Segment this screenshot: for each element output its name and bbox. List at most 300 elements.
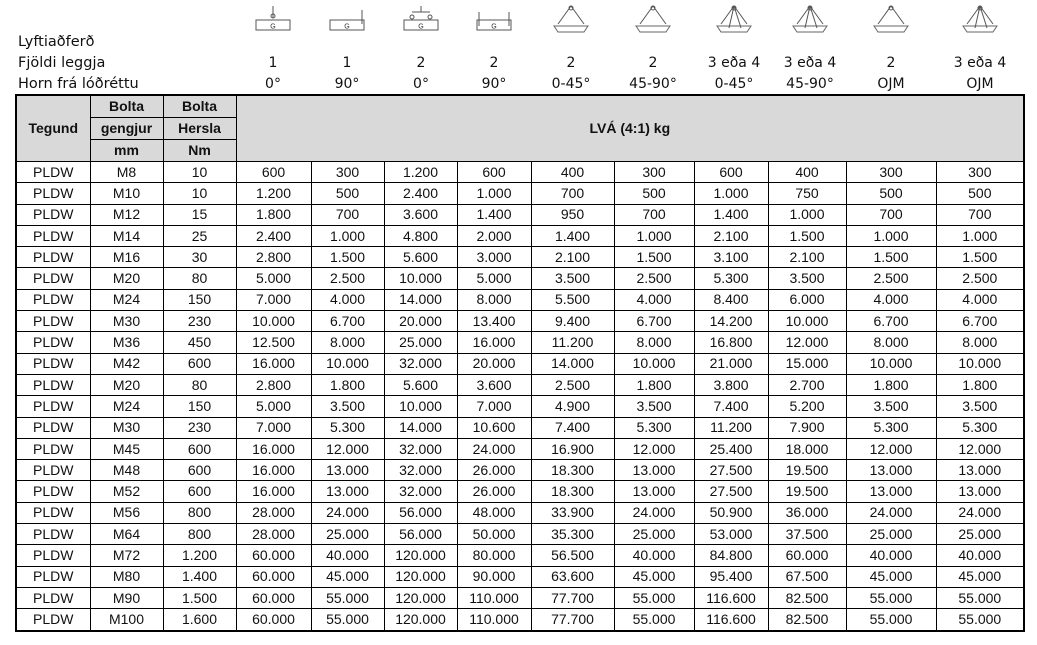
table-cell: 1.500 <box>846 247 936 268</box>
table-cell: 120.000 <box>384 566 457 587</box>
table-cell: M56 <box>90 502 163 523</box>
header-type: Tegund <box>16 95 90 162</box>
table-cell: 3.600 <box>457 374 531 395</box>
table-cell: 37.500 <box>768 524 846 545</box>
table-cell: 26.000 <box>457 460 531 481</box>
table-cell: 40.000 <box>311 545 384 566</box>
table-cell: 1.800 <box>614 374 694 395</box>
table-cell: 600 <box>457 162 531 183</box>
table-cell: 7.400 <box>531 417 614 438</box>
header-torque-3: Nm <box>163 140 236 162</box>
table-cell: 10.000 <box>614 353 694 374</box>
table-cell: 16.000 <box>236 353 311 374</box>
table-cell: 5.300 <box>846 417 936 438</box>
table-cell: 300 <box>614 162 694 183</box>
table-cell: 1.000 <box>614 225 694 246</box>
table-cell: 10.000 <box>236 311 311 332</box>
table-cell: 14.000 <box>531 353 614 374</box>
angle-value: 90° <box>481 76 507 92</box>
table-cell: 1.400 <box>694 204 768 225</box>
table-cell: 10.600 <box>457 417 531 438</box>
table-cell: 80.000 <box>457 545 531 566</box>
table-cell: 110.000 <box>457 587 531 608</box>
table-cell: M90 <box>90 587 163 608</box>
svg-text:G: G <box>270 23 276 31</box>
table-cell: 45.000 <box>311 566 384 587</box>
table-cell: 5.000 <box>236 396 311 417</box>
table-row <box>16 587 1024 608</box>
table-cell: 4.800 <box>384 225 457 246</box>
table-cell: 48.000 <box>457 502 531 523</box>
table-cell: PLDW <box>16 524 90 545</box>
table-cell: 11.200 <box>531 332 614 353</box>
table-cell: 1.000 <box>768 204 846 225</box>
table-cell: 1.500 <box>768 225 846 246</box>
table-cell: 6.700 <box>936 311 1024 332</box>
table-cell: 25.000 <box>936 524 1024 545</box>
table-cell: 5.300 <box>694 268 768 289</box>
table-cell: 28.000 <box>236 524 311 545</box>
table-cell: PLDW <box>16 566 90 587</box>
table-cell: 8.000 <box>457 289 531 310</box>
table-cell: M24 <box>90 289 163 310</box>
table-cell: 400 <box>531 162 614 183</box>
table-cell: PLDW <box>16 460 90 481</box>
table-cell: 13.000 <box>846 460 936 481</box>
table-cell: 10.000 <box>768 311 846 332</box>
table-cell: 16.000 <box>236 481 311 502</box>
table-cell: M16 <box>90 247 163 268</box>
table-cell: 120.000 <box>384 545 457 566</box>
legs-value: 3 eða 4 <box>783 55 837 71</box>
legs-value: 2 <box>648 55 658 71</box>
table-cell: 4.000 <box>846 289 936 310</box>
table-cell: 35.300 <box>531 524 614 545</box>
table-cell: 150 <box>163 396 236 417</box>
table-row <box>16 353 1024 374</box>
table-cell: 450 <box>163 332 236 353</box>
table-cell: 24.000 <box>614 502 694 523</box>
table-cell: 500 <box>311 183 384 204</box>
table-cell: 7.400 <box>694 396 768 417</box>
table-cell: 40.000 <box>846 545 936 566</box>
table-cell: 700 <box>531 183 614 204</box>
table-cell: 600 <box>236 162 311 183</box>
table-row <box>16 162 1024 183</box>
angle-label: Horn frá lóðréttu <box>18 76 139 92</box>
table-cell: 4.000 <box>936 289 1024 310</box>
table-cell: 1.800 <box>236 204 311 225</box>
table-row <box>16 481 1024 502</box>
table-cell: PLDW <box>16 268 90 289</box>
method-label: Lyftiaðferð <box>18 34 95 50</box>
table-cell: 82.500 <box>768 587 846 608</box>
table-cell: 50.900 <box>694 502 768 523</box>
table-cell: 1.500 <box>311 247 384 268</box>
table-cell: 2.500 <box>846 268 936 289</box>
table-cell: 1.600 <box>163 609 236 631</box>
table-cell: 14.000 <box>384 417 457 438</box>
table-cell: 1.400 <box>531 225 614 246</box>
table-cell: 27.500 <box>694 460 768 481</box>
table-cell: M30 <box>90 311 163 332</box>
table-cell: M80 <box>90 566 163 587</box>
legs-value: 2 <box>489 55 499 71</box>
table-cell: 20.000 <box>457 353 531 374</box>
table-cell: 3.800 <box>694 374 768 395</box>
table-cell: 1.200 <box>236 183 311 204</box>
table-cell: 67.500 <box>768 566 846 587</box>
table-cell: 13.000 <box>936 481 1024 502</box>
two-leg-sling-90-icon <box>630 4 676 39</box>
table-cell: 55.000 <box>936 587 1024 608</box>
angle-value: 0-45° <box>714 76 754 92</box>
table-cell: 12.000 <box>768 332 846 353</box>
table-cell: 1.400 <box>457 204 531 225</box>
legs-value: 3 eða 4 <box>707 55 761 71</box>
table-row <box>16 460 1024 481</box>
table-cell: M48 <box>90 460 163 481</box>
table-cell: 60.000 <box>236 609 311 631</box>
table-row <box>16 524 1024 545</box>
table-cell: 2.100 <box>694 225 768 246</box>
table-cell: PLDW <box>16 481 90 502</box>
table-cell: 10.000 <box>384 268 457 289</box>
table-cell: 60.000 <box>768 545 846 566</box>
table-cell: 12.000 <box>936 438 1024 459</box>
table-cell: 7.000 <box>457 396 531 417</box>
legs-value: 2 <box>566 55 576 71</box>
table-cell: 28.000 <box>236 502 311 523</box>
table-cell: 5.600 <box>384 374 457 395</box>
table-cell: 2.100 <box>768 247 846 268</box>
table-cell: 116.600 <box>694 609 768 631</box>
legs-value: 1 <box>268 55 278 71</box>
table-cell: 77.700 <box>531 609 614 631</box>
table-cell: 1.500 <box>936 247 1024 268</box>
table-cell: 19.500 <box>768 460 846 481</box>
table-row <box>16 609 1024 631</box>
table-row <box>16 417 1024 438</box>
table-cell: 18.300 <box>531 460 614 481</box>
table-cell: 1.000 <box>311 225 384 246</box>
table-cell: 32.000 <box>384 353 457 374</box>
table-cell: 60.000 <box>236 566 311 587</box>
table-cell: M20 <box>90 268 163 289</box>
table-cell: 7.000 <box>236 289 311 310</box>
four-leg-ojm-icon <box>957 4 1003 39</box>
table-cell: 6.700 <box>846 311 936 332</box>
table-cell: PLDW <box>16 289 90 310</box>
table-cell: 2.800 <box>236 247 311 268</box>
table-cell: 55.000 <box>846 587 936 608</box>
table-cell: 40.000 <box>614 545 694 566</box>
table-cell: 2.000 <box>457 225 531 246</box>
table-cell: PLDW <box>16 204 90 225</box>
table-cell: 16.900 <box>531 438 614 459</box>
table-cell: 1.200 <box>163 545 236 566</box>
table-cell: 2.800 <box>236 374 311 395</box>
table-row <box>16 268 1024 289</box>
svg-text:G: G <box>344 23 350 31</box>
four-leg-sling-90-icon <box>787 4 833 39</box>
table-cell: 14.000 <box>384 289 457 310</box>
table-cell: 53.000 <box>694 524 768 545</box>
angle-value: 90° <box>334 76 360 92</box>
table-cell: 2.400 <box>236 225 311 246</box>
table-cell: M45 <box>90 438 163 459</box>
table-cell: 77.700 <box>531 587 614 608</box>
table-cell: 16.000 <box>236 460 311 481</box>
table-cell: 600 <box>163 481 236 502</box>
table-cell: 45.000 <box>846 566 936 587</box>
table-cell: 56.000 <box>384 524 457 545</box>
table-cell: 5.000 <box>457 268 531 289</box>
table-cell: 1.400 <box>163 566 236 587</box>
table-cell: 16.000 <box>457 332 531 353</box>
two-leg-ojm-icon <box>868 4 914 39</box>
legs-label: Fjöldi leggja <box>18 55 106 71</box>
table-cell: 25.000 <box>311 524 384 545</box>
table-row <box>16 396 1024 417</box>
table-cell: 3.500 <box>936 396 1024 417</box>
table-cell: 300 <box>846 162 936 183</box>
table-cell: 400 <box>768 162 846 183</box>
table-cell: 1.500 <box>614 247 694 268</box>
legs-value: 3 eða 4 <box>953 55 1007 71</box>
table-cell: 27.500 <box>694 481 768 502</box>
table-cell: 3.600 <box>384 204 457 225</box>
table-cell: 40.000 <box>936 545 1024 566</box>
table-cell: 6.700 <box>311 311 384 332</box>
table-row <box>16 247 1024 268</box>
legs-value: 2 <box>886 55 896 71</box>
table-cell: 2.700 <box>768 374 846 395</box>
table-cell: M20 <box>90 374 163 395</box>
angle-value: OJM <box>966 76 994 92</box>
table-cell: 700 <box>311 204 384 225</box>
table-cell: M24 <box>90 396 163 417</box>
table-cell: 36.000 <box>768 502 846 523</box>
table-cell: 3.500 <box>311 396 384 417</box>
table-cell: 10.000 <box>846 353 936 374</box>
table-cell: 300 <box>311 162 384 183</box>
table-cell: 20.000 <box>384 311 457 332</box>
table-cell: 1.000 <box>936 225 1024 246</box>
four-leg-sling-45-icon <box>711 4 757 39</box>
table-cell: 8.000 <box>614 332 694 353</box>
table-cell: 25 <box>163 225 236 246</box>
table-cell: 120.000 <box>384 587 457 608</box>
table-cell: 82.500 <box>768 609 846 631</box>
angle-value: OJM <box>877 76 905 92</box>
table-cell: 32.000 <box>384 481 457 502</box>
table-cell: 8.000 <box>846 332 936 353</box>
table-cell: 18.000 <box>768 438 846 459</box>
table-cell: 1.800 <box>846 374 936 395</box>
table-row <box>16 204 1024 225</box>
two-leg-vertical-icon <box>398 4 444 39</box>
table-cell: 2.500 <box>311 268 384 289</box>
table-cell: 13.000 <box>311 460 384 481</box>
table-row <box>16 502 1024 523</box>
table-cell: PLDW <box>16 332 90 353</box>
table-cell: 13.000 <box>846 481 936 502</box>
table-cell: 600 <box>163 438 236 459</box>
table-cell: 700 <box>936 204 1024 225</box>
table-cell: M100 <box>90 609 163 631</box>
table-cell: 600 <box>163 460 236 481</box>
table-cell: 25.000 <box>384 332 457 353</box>
table-cell: 55.000 <box>614 587 694 608</box>
table-cell: 63.600 <box>531 566 614 587</box>
table-cell: 8.400 <box>694 289 768 310</box>
table-cell: 8.000 <box>936 332 1024 353</box>
table-cell: 950 <box>531 204 614 225</box>
table-cell: 3.500 <box>614 396 694 417</box>
table-cell: 7.000 <box>236 417 311 438</box>
table-cell: 10 <box>163 162 236 183</box>
table-cell: 30 <box>163 247 236 268</box>
table-row <box>16 545 1024 566</box>
header-thread-2: gengjur <box>90 118 163 140</box>
table-cell: PLDW <box>16 587 90 608</box>
single-leg-vertical-icon <box>250 4 296 39</box>
header-torque-1: Bolta <box>163 95 236 118</box>
two-leg-sling-45-icon <box>548 4 594 39</box>
table-cell: M36 <box>90 332 163 353</box>
table-cell: 600 <box>694 162 768 183</box>
table-cell: 120.000 <box>384 609 457 631</box>
table-cell: 55.000 <box>614 609 694 631</box>
table-cell: 80 <box>163 374 236 395</box>
table-cell: 3.500 <box>846 396 936 417</box>
table-cell: 300 <box>936 162 1024 183</box>
lifting-methods-header <box>0 0 1037 95</box>
table-cell: M12 <box>90 204 163 225</box>
table-cell: 45.000 <box>936 566 1024 587</box>
table-cell: 13.400 <box>457 311 531 332</box>
table-cell: 5.300 <box>936 417 1024 438</box>
table-cell: 10.000 <box>936 353 1024 374</box>
table-cell: 26.000 <box>457 481 531 502</box>
table-cell: 750 <box>768 183 846 204</box>
table-cell: 2.500 <box>531 374 614 395</box>
table-cell: PLDW <box>16 225 90 246</box>
table-cell: 230 <box>163 417 236 438</box>
header-torque-2: Hersla <box>163 118 236 140</box>
table-cell: 14.200 <box>694 311 768 332</box>
angle-value: 0-45° <box>551 76 591 92</box>
table-cell: 55.000 <box>311 587 384 608</box>
table-cell: 150 <box>163 289 236 310</box>
table-cell: M52 <box>90 481 163 502</box>
table-cell: 56.000 <box>384 502 457 523</box>
table-cell: 800 <box>163 502 236 523</box>
table-cell: 1.000 <box>846 225 936 246</box>
table-cell: 4.000 <box>311 289 384 310</box>
svg-text:G: G <box>491 23 497 31</box>
table-cell: 56.500 <box>531 545 614 566</box>
table-cell: 13.000 <box>614 481 694 502</box>
legs-value: 2 <box>416 55 426 71</box>
table-cell: 116.600 <box>694 587 768 608</box>
table-cell: 5.500 <box>531 289 614 310</box>
table-cell: 50.000 <box>457 524 531 545</box>
table-cell: 2.500 <box>614 268 694 289</box>
load-table <box>15 94 1025 632</box>
header-thread-1: Bolta <box>90 95 163 118</box>
table-cell: M42 <box>90 353 163 374</box>
table-cell: 2.400 <box>384 183 457 204</box>
table-cell: 7.900 <box>768 417 846 438</box>
table-cell: M64 <box>90 524 163 545</box>
table-cell: 55.000 <box>936 609 1024 631</box>
angle-value: 0° <box>413 76 429 92</box>
table-cell: 230 <box>163 311 236 332</box>
table-cell: 21.000 <box>694 353 768 374</box>
table-cell: PLDW <box>16 545 90 566</box>
table-cell: 13.000 <box>936 460 1024 481</box>
table-cell: 4.000 <box>614 289 694 310</box>
table-cell: 3.500 <box>768 268 846 289</box>
table-cell: 4.900 <box>531 396 614 417</box>
table-cell: 55.000 <box>846 609 936 631</box>
table-body <box>16 162 1024 631</box>
table-cell: 84.800 <box>694 545 768 566</box>
svg-text:G: G <box>418 23 424 31</box>
single-leg-horizontal-icon <box>324 4 370 39</box>
table-cell: M72 <box>90 545 163 566</box>
table-cell: 700 <box>846 204 936 225</box>
table-cell: 5.000 <box>236 268 311 289</box>
table-cell: PLDW <box>16 438 90 459</box>
table-cell: 15.000 <box>768 353 846 374</box>
table-cell: 6.000 <box>768 289 846 310</box>
table-cell: 700 <box>614 204 694 225</box>
table-cell: 10.000 <box>384 396 457 417</box>
table-cell: 25.000 <box>614 524 694 545</box>
table-cell: 2.100 <box>531 247 614 268</box>
table-cell: 55.000 <box>311 609 384 631</box>
table-row <box>16 311 1024 332</box>
table-cell: 1.000 <box>457 183 531 204</box>
table-cell: 13.000 <box>614 460 694 481</box>
table-cell: 11.200 <box>694 417 768 438</box>
table-cell: 12.000 <box>614 438 694 459</box>
table-cell: 90.000 <box>457 566 531 587</box>
table-cell: PLDW <box>16 609 90 631</box>
table-cell: 5.200 <box>768 396 846 417</box>
table-row <box>16 332 1024 353</box>
table-cell: 25.400 <box>694 438 768 459</box>
table-row <box>16 225 1024 246</box>
table-cell: 18.300 <box>531 481 614 502</box>
table-row <box>16 289 1024 310</box>
table-cell: PLDW <box>16 502 90 523</box>
table-cell: 110.000 <box>457 609 531 631</box>
table-cell: 5.300 <box>311 417 384 438</box>
table-cell: 24.000 <box>846 502 936 523</box>
angle-value: 45-90° <box>629 76 677 92</box>
table-cell: 9.400 <box>531 311 614 332</box>
table-cell: 60.000 <box>236 545 311 566</box>
table-cell: 500 <box>614 183 694 204</box>
table-row <box>16 438 1024 459</box>
header-thread-3: mm <box>90 140 163 162</box>
table-cell: 12.500 <box>236 332 311 353</box>
table-cell: 32.000 <box>384 438 457 459</box>
